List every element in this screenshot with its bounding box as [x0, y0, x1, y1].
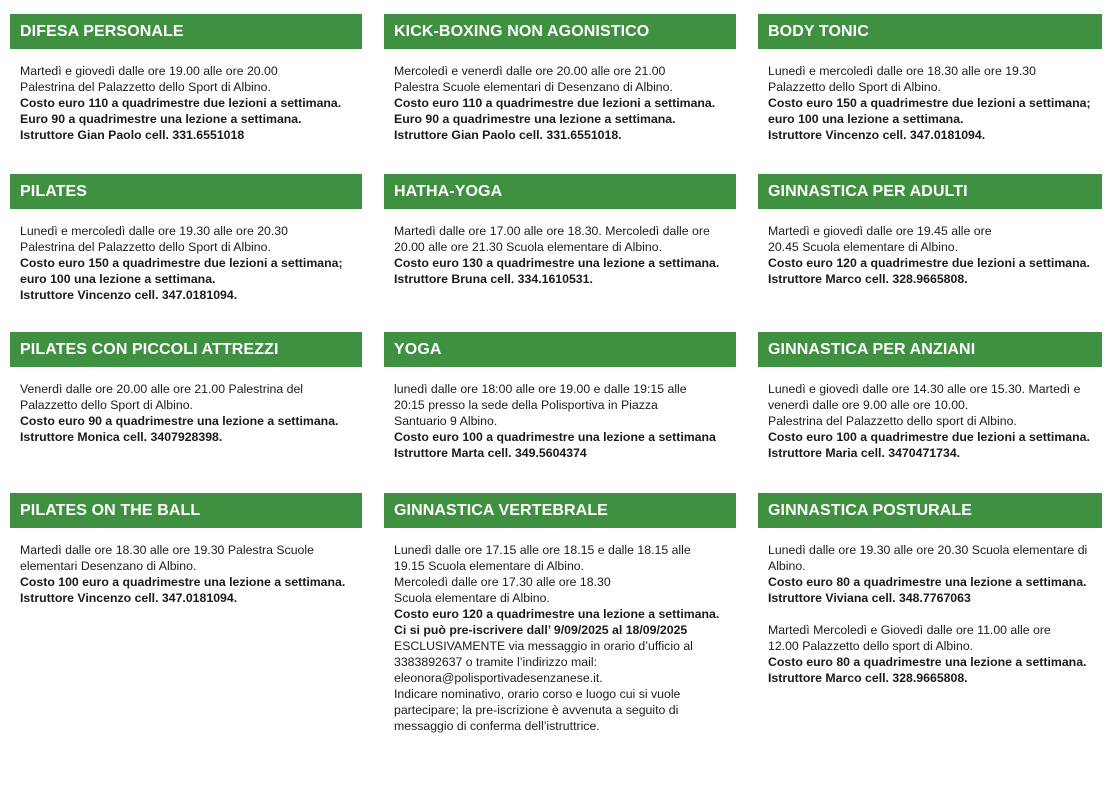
course-detail-line: 20.45 Scuola elementare di Albino.: [768, 240, 959, 254]
course-detail-bold-line: Istruttore Vincenzo cell. 347.0181094.: [20, 591, 238, 605]
course-details: [384, 528, 736, 734]
course-title: GINNASTICA PER ANZIANI: [758, 332, 1102, 367]
course-card: [10, 332, 362, 445]
course-detail-bold-line: Costo 100 euro a quadrimestre una lezione a settimana.: [20, 575, 346, 589]
course-detail-bold-line: Istruttore Vincenzo cell. 347.0181094.: [20, 288, 238, 302]
course-details: [10, 209, 362, 303]
course-title: KICK-BOXING NON AGONISTICO: [384, 14, 736, 49]
course-details: [10, 528, 362, 606]
course-detail-line: Palestra Scuole elementari di Desenzano di Albino.: [394, 80, 673, 94]
course-detail-line: 20:15 presso la sede della Polisportiva in Piazza: [394, 398, 658, 412]
course-card: [384, 174, 736, 287]
course-detail-bold-line: Costo euro 110 a quadrimestre due lezioni a settimana.: [394, 96, 716, 110]
course-details: [384, 367, 736, 461]
course-details: [10, 367, 362, 445]
course-card: [10, 14, 362, 143]
course-title: GINNASTICA PER ADULTI: [758, 174, 1102, 209]
course-detail-line: Lunedì e mercoledì dalle ore 18.30 alle ore 19.30: [768, 64, 1036, 78]
course-detail-bold-line: Istruttore Maria cell. 3470471734.: [768, 446, 961, 460]
course-detail-line: ESCLUSIVAMENTE via messaggio in orario d’ufficio al: [394, 639, 693, 653]
course-detail-bold-line: Costo euro 120 a quadrimestre una lezione a settimana.: [394, 607, 720, 621]
course-detail-bold-line: euro 100 una lezione a settimana.: [768, 112, 964, 126]
course-detail-bold-line: euro 100 una lezione a settimana.: [20, 272, 216, 286]
course-detail-line: Mercoledì e venerdì dalle ore 20.00 alle ore 21.00: [394, 64, 666, 78]
course-detail-bold-line: Istruttore Marco cell. 328.9665808.: [768, 272, 968, 286]
course-detail-line: Martedì dalle ore 17.00 alle ore 18.30. Mercoledì dalle ore: [394, 224, 710, 238]
course-details: [758, 367, 1102, 461]
course-detail-line: Mercoledì dalle ore 17.30 alle ore 18.30: [394, 575, 611, 589]
course-card: [384, 493, 736, 734]
course-detail-bold-line: Costo euro 90 a quadrimestre una lezione a settimana.: [20, 414, 339, 428]
course-title: BODY TONIC: [758, 14, 1102, 49]
course-detail-bold-line: Istruttore Gian Paolo cell. 331.6551018: [20, 128, 245, 142]
course-detail-bold-line: Costo euro 120 a quadrimestre due lezioni a settimana.: [768, 256, 1090, 270]
course-detail-bold-line: Costo euro 80 a quadrimestre una lezione a settimana.: [768, 655, 1087, 669]
course-detail-line: 12.00 Palazzetto dello sport di Albino.: [768, 639, 974, 653]
course-detail-bold-line: Costo euro 150 a quadrimestre due lezioni a settimana;: [768, 96, 1091, 110]
course-detail-line: Lunedì dalle ore 17.15 alle ore 18.15 e dalle 18.15 alle: [394, 543, 691, 557]
course-details: [384, 209, 736, 287]
course-detail-bold-line: Istruttore Marta cell. 349.5604374: [394, 446, 587, 460]
course-detail-bold-line: Costo euro 110 a quadrimestre due lezioni a settimana.: [20, 96, 342, 110]
course-detail-line: Martedì e giovedì dalle ore 19.00 alle ore 20.00: [20, 64, 278, 78]
course-detail-line: partecipare; la pre-iscrizione è avvenuta a seguito di: [394, 703, 679, 717]
course-card: [10, 174, 362, 303]
course-detail-bold-line: Istruttore Bruna cell. 334.1610531.: [394, 272, 593, 286]
course-detail-line: lunedì dalle ore 18:00 alle ore 19.00 e dalle 19:15 alle: [394, 382, 687, 396]
course-details: [758, 49, 1102, 143]
course-detail-line: 20.00 alle ore 21.30 Scuola elementare di Albino.: [394, 240, 662, 254]
course-detail-bold-line: Costo euro 80 a quadrimestre una lezione a settimana.: [768, 575, 1087, 589]
course-detail-line: Martedì Mercoledì e Giovedì dalle ore 11.00 alle ore: [768, 623, 1051, 637]
course-title: HATHA-YOGA: [384, 174, 736, 209]
course-detail-line: Palazzetto dello Sport di Albino.: [768, 80, 941, 94]
course-detail-line: eleonora@polisportivadesenzanese.it.: [394, 671, 603, 685]
course-detail-bold-line: Ci si può pre-iscrivere dall’ 9/09/2025 al 18/09/2025: [394, 623, 688, 637]
course-detail-bold-line: Istruttore Monica cell. 3407928398.: [20, 430, 223, 444]
course-detail-line: 19.15 Scuola elementare di Albino.: [394, 559, 585, 573]
course-card: [758, 174, 1102, 287]
course-title: YOGA: [384, 332, 736, 367]
course-card: [758, 332, 1102, 461]
course-details: [758, 528, 1102, 686]
course-title: PILATES ON THE BALL: [10, 493, 362, 528]
course-detail-line: Santuario 9 Albino.: [394, 414, 498, 428]
course-detail-bold-line: Istruttore Vincenzo cell. 347.0181094.: [768, 128, 986, 142]
course-detail-line: Lunedì e mercoledì dalle ore 19.30 alle ore 20.30: [20, 224, 288, 238]
course-detail-line: 3383892637 o tramite l’indirizzo mail:: [394, 655, 598, 669]
course-detail-line: Venerdì dalle ore 20.00 alle ore 21.00 Palestrina del: [20, 382, 304, 396]
course-detail-bold-line: Istruttore Viviana cell. 348.7767063: [768, 591, 971, 605]
course-details: [384, 49, 736, 143]
course-title: DIFESA PERSONALE: [10, 14, 362, 49]
course-detail-line: Indicare nominativo, orario corso e luogo cui si vuole: [394, 687, 681, 701]
course-detail-bold-line: Costo euro 150 a quadrimestre due lezioni a settimana;: [20, 256, 343, 270]
course-details: [758, 209, 1102, 287]
course-details: [10, 49, 362, 143]
line-gap: [768, 606, 1102, 622]
course-detail-line: elementari Desenzano di Albino.: [20, 559, 197, 573]
course-detail-line: Martedì dalle ore 18.30 alle ore 19.30 Palestra Scuole: [20, 543, 314, 557]
course-card: [758, 14, 1102, 143]
course-detail-bold-line: Euro 90 a quadrimestre una lezione a settimana.: [394, 112, 676, 126]
course-detail-bold-line: Euro 90 a quadrimestre una lezione a settimana.: [20, 112, 302, 126]
course-card: [758, 493, 1102, 686]
course-detail-line: Lunedì dalle ore 19.30 alle ore 20.30 Scuola elementare di: [768, 543, 1088, 557]
course-detail-bold-line: Istruttore Marco cell. 328.9665808.: [768, 671, 968, 685]
course-detail-line: Scuola elementare di Albino.: [394, 591, 550, 605]
course-detail-line: venerdì dalle ore 9.00 alle ore 10.00.: [768, 398, 969, 412]
course-detail-line: Palestrina del Palazzetto dello Sport di Albino.: [20, 240, 271, 254]
course-detail-bold-line: Istruttore Gian Paolo cell. 331.6551018.: [394, 128, 622, 142]
course-detail-bold-line: Costo euro 100 a quadrimestre una lezione a settimana: [394, 430, 716, 444]
course-detail-line: messaggio di conferma dell’istruttrice.: [394, 719, 600, 733]
course-card: [384, 14, 736, 143]
course-detail-line: Albino.: [768, 559, 806, 573]
course-detail-line: Palestrina del Palazzetto dello sport di Albino.: [768, 414, 1017, 428]
course-title: GINNASTICA POSTURALE: [758, 493, 1102, 528]
course-detail-bold-line: Costo euro 130 a quadrimestre una lezione a settimana.: [394, 256, 720, 270]
course-card: [10, 493, 362, 606]
course-detail-bold-line: Costo euro 100 a quadrimestre due lezioni a settimana.: [768, 430, 1090, 444]
course-detail-line: Palazzetto dello Sport di Albino.: [20, 398, 193, 412]
course-title: PILATES: [10, 174, 362, 209]
course-title: GINNASTICA VERTEBRALE: [384, 493, 736, 528]
course-title: PILATES CON PICCOLI ATTREZZI: [10, 332, 362, 367]
course-card: [384, 332, 736, 461]
course-detail-line: Palestrina del Palazzetto dello Sport di Albino.: [20, 80, 271, 94]
course-detail-line: Lunedì e giovedì dalle ore 14.30 alle ore 15.30. Martedì e: [768, 382, 1081, 396]
course-detail-line: Martedì e giovedì dalle ore 19.45 alle ore: [768, 224, 992, 238]
